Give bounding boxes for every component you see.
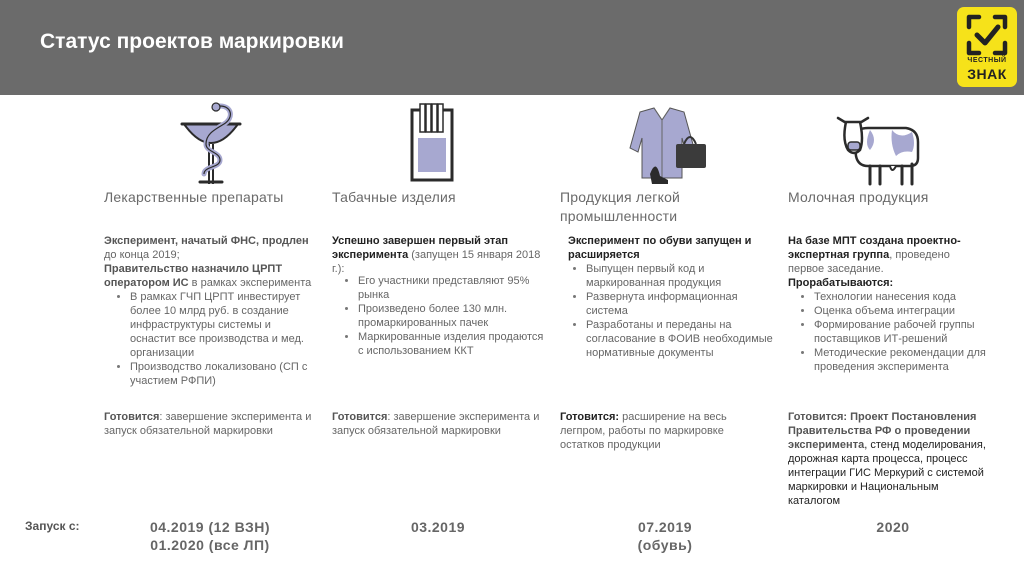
column-title: Продукция легкой промышленности [560,189,681,224]
ready-text: Готовится: Проект Постановления Правительства РФ о проведении эксперимента, стенд моделирования, дорожная карта процесса, процесс интеграции ГИС Меркурий с системой маркировки и Национальным каталогом [788,411,986,507]
column-title: Табачные изделия [332,189,456,205]
ready-text: Готовится: завершение эксперимента и запуск обязательной маркировки [104,411,312,437]
intro-text: На базе МПТ создана проектно-экспертная группа, проведено первое заседание. Прорабатываются: [788,235,961,289]
column-title: Лекарственные препараты [104,189,284,205]
column-body [332,234,547,276]
chestny-znak-logo [957,7,1017,87]
cow-icon [834,100,924,186]
intro-text: Эксперимент, начатый ФНС, продлен до конца 2019; Правительство назначило ЦРПТ оператором ИС в рамках эксперимента [104,235,312,289]
launch-date-tobacco: 03.2019 [410,519,466,535]
header-bar [0,0,1024,95]
launch-date-dairy: 2020 [876,519,910,535]
bullet-list [332,274,547,358]
list-item: • Технологии нанесения кода [814,290,1008,304]
column-body [568,234,773,262]
check-frame-icon [965,13,1009,57]
page-title: Статус проектов маркировки [40,30,344,53]
intro-text: Успешно завершен первый этап эксперимента (запущен 15 января 2018 г.): [332,235,541,275]
cigarette-pack-icon [408,100,458,186]
bullet-list [788,290,1008,374]
list-item: • Его участники представляют 95% рынка [358,274,547,302]
bullet-block [788,290,1008,374]
column-title: Молочная продукция [788,189,929,205]
list-item: • Развернута информационная система [586,290,775,318]
logo-line2: ЗНАК [967,66,1007,82]
bullet-list [560,262,775,360]
list-item: • Выпущен первый код и маркированная продукция [586,262,775,290]
list-item: • Производство локализовано (СП с участием РФПИ) [130,360,319,388]
bullet-block [332,274,547,358]
list-item: • Произведено более 130 млн. промаркированных пачек [358,302,547,330]
list-item: • Методические рекомендации для проведения эксперимента [814,346,1008,374]
list-item: • В рамках ГЧП ЦРПТ инвестирует более 10 млрд руб. в создание инфраструктуры системы и оснастит все производства и мед. организации [130,290,319,360]
list-item: • Оценка объема интеграции [814,304,1008,318]
list-item: • Формирование рабочей группы поставщиков ИТ-решений [814,318,1008,346]
intro-text: Эксперимент по обуви запущен и расширяется [568,235,752,261]
list-item: • Маркированные изделия продаются с использованием ККТ [358,330,547,358]
launch-label: Запуск с: [25,519,80,533]
bullet-block [560,262,775,360]
bullet-list [104,290,319,388]
launch-date-light-industry: 07.2019 (обувь) [637,519,693,553]
ready-text: Готовится: завершение эксперимента и запуск обязательной маркировки [332,411,540,437]
launch-date-pharma: 04.2019 (12 ВЗН) 01.2020 (все ЛП) [149,519,271,553]
column-body [788,234,988,290]
list-item: • Разработаны и переданы на согласование в ФОИВ необходимые нормативные документы [586,318,775,360]
caduceus-bowl-icon [176,100,246,186]
jacket-bag-icon [610,100,710,186]
logo-line1: ЧЕСТНЫЙ [967,57,1007,64]
column-body [104,234,319,388]
ready-text: Готовится: расширение на весь легпром, работы по маркировке остатков продукции [560,411,727,451]
